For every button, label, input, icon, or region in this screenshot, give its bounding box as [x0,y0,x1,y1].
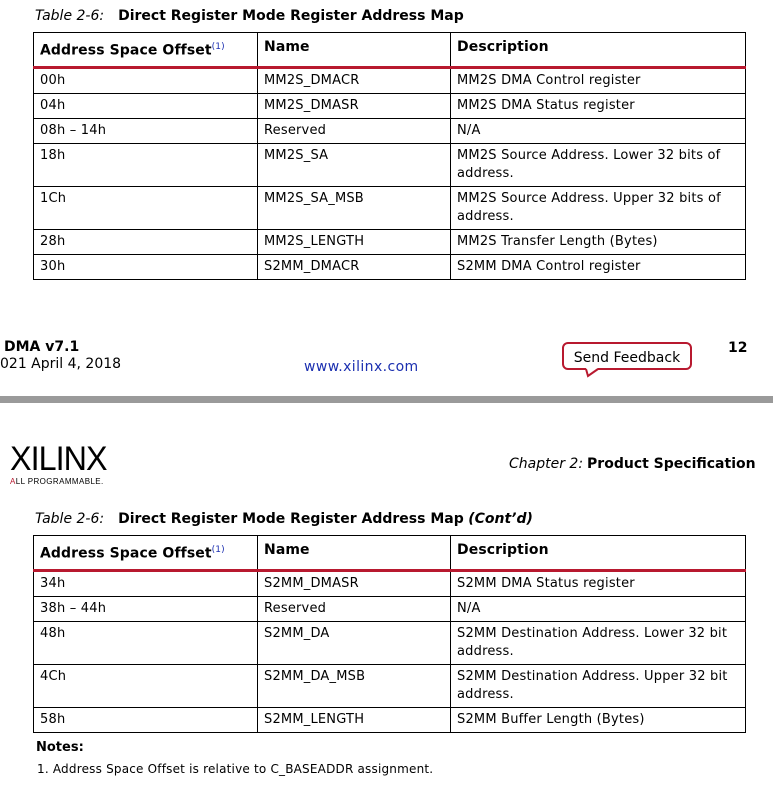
cell-offset: 38h – 44h [34,596,258,621]
cell-name: S2MM_DMASR [258,570,451,596]
table-row [34,143,746,186]
table-row [34,118,746,143]
register-table-top [33,32,746,280]
table-caption-title: Direct Register Mode Register Address Map [118,8,464,24]
table-row [34,186,746,229]
cell-offset: 4Ch [34,664,258,707]
table-caption [35,511,533,527]
cell-name: S2MM_DA_MSB [258,664,451,707]
cell-description: MM2S Source Address. Lower 32 bits of address. [451,143,746,186]
cell-name: MM2S_DMASR [258,93,451,118]
footer-date: 021 April 4, 2018 [0,356,122,372]
table-row [34,570,746,596]
table-caption-label: Table 2-6: [35,511,105,527]
col-header-name: Name [258,33,451,68]
cell-description: MM2S DMA Status register [451,93,746,118]
send-feedback-button[interactable] [562,342,692,370]
page-break-divider [0,396,773,403]
cell-description: N/A [451,118,746,143]
register-table-bottom [33,535,746,733]
cell-name: MM2S_DMACR [258,67,451,93]
table-row [34,664,746,707]
cell-name: S2MM_DA [258,621,451,664]
cell-name: MM2S_SA_MSB [258,186,451,229]
cell-offset: 00h [34,67,258,93]
cell-description: MM2S Transfer Length (Bytes) [451,229,746,254]
send-feedback-label: Send Feedback [573,350,681,366]
table-caption-continued: (Cont’d) [468,511,533,527]
cell-offset: 28h [34,229,258,254]
cell-offset: 34h [34,570,258,596]
table-row [34,707,746,732]
page-number: 12 [728,340,748,356]
cell-name: MM2S_LENGTH [258,229,451,254]
col-header-name: Name [258,536,451,571]
cell-name: S2MM_LENGTH [258,707,451,732]
table-row [34,621,746,664]
table-row [34,93,746,118]
table-caption-title: Direct Register Mode Register Address Map [118,511,464,527]
xilinx-logo [10,440,112,486]
table-row [34,254,746,279]
footer-url-link[interactable]: www.xilinx.com [304,359,419,375]
chapter-title: Product Specification [587,456,756,472]
cell-description: N/A [451,596,746,621]
table-row [34,596,746,621]
cell-description: MM2S Source Address. Upper 32 bits of address. [451,186,746,229]
footnote-ref[interactable]: (1) [211,545,225,555]
cell-offset: 30h [34,254,258,279]
cell-offset: 48h [34,621,258,664]
cell-description: S2MM DMA Status register [451,570,746,596]
cell-description: MM2S DMA Control register [451,67,746,93]
cell-name: Reserved [258,118,451,143]
note-item: 1. Address Space Offset is relative to C_BASEADDR assignment. [37,762,434,776]
cell-description: S2MM Destination Address. Upper 32 bit address. [451,664,746,707]
cell-description: S2MM DMA Control register [451,254,746,279]
cell-offset: 18h [34,143,258,186]
col-header-description: Description [451,536,746,571]
col-header-offset: Address Space Offset$^{(1)}$ [34,536,258,571]
cell-offset: 04h [34,93,258,118]
footer-product: DMA v7.1 [4,339,80,355]
chapter-label: Chapter 2: [509,456,584,472]
callout-pointer-icon [584,368,600,378]
table-row [34,67,746,93]
table-caption-label: Table 2-6: [35,8,105,24]
notes-heading: Notes: [36,740,84,755]
logo-wordmark: XILINX [10,440,107,478]
footer-left [0,339,122,372]
cell-offset: 58h [34,707,258,732]
footnote-ref[interactable]: (1) [211,42,225,52]
logo-tagline: ALL PROGRAMMABLE. [10,477,104,486]
table-header-row [34,536,746,571]
chapter-heading [509,456,756,472]
table-row [34,229,746,254]
cell-name: Reserved [258,596,451,621]
cell-description: S2MM Destination Address. Lower 32 bit address. [451,621,746,664]
table-header-row [34,33,746,68]
col-header-description: Description [451,33,746,68]
cell-name: S2MM_DMACR [258,254,451,279]
table-caption [35,8,464,24]
cell-offset: 08h – 14h [34,118,258,143]
cell-description: S2MM Buffer Length (Bytes) [451,707,746,732]
cell-name: MM2S_SA [258,143,451,186]
cell-offset: 1Ch [34,186,258,229]
col-header-offset: Address Space Offset$^{(1)}$ [34,33,258,68]
